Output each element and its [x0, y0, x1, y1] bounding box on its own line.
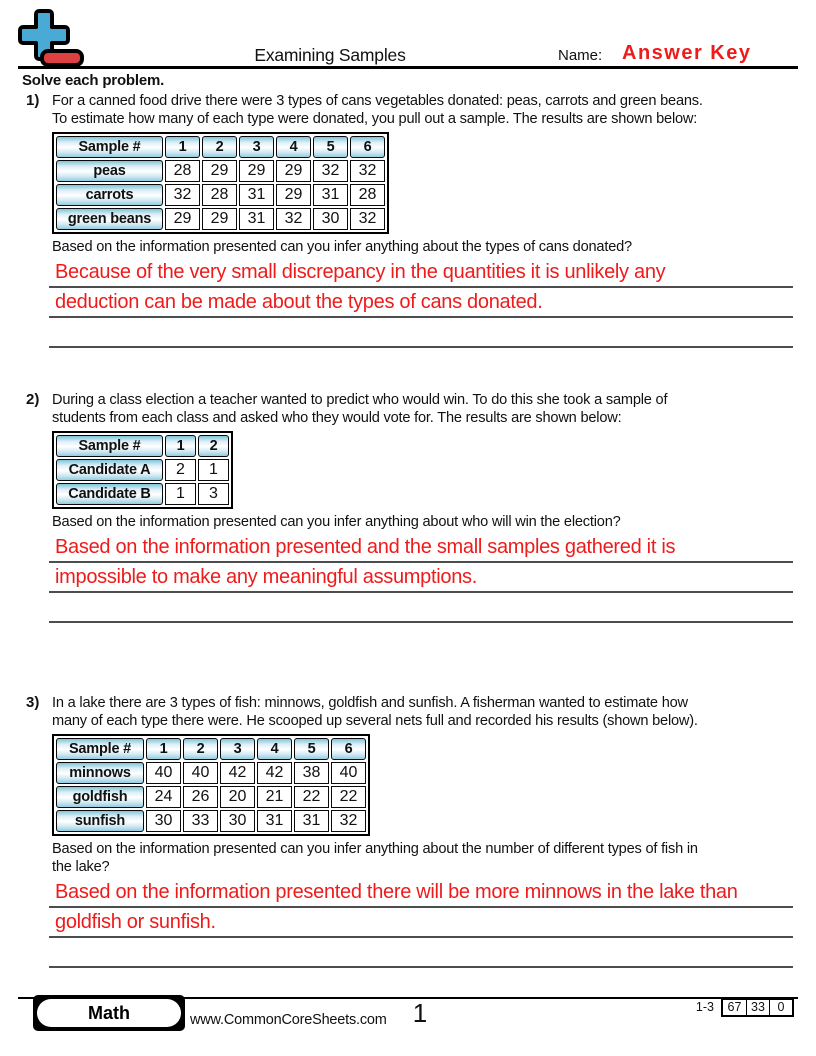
blank-answer-line [49, 938, 793, 968]
score-strip [721, 998, 794, 1017]
table-row [56, 786, 366, 808]
data-cell: 31 [257, 810, 292, 832]
table-row [56, 160, 385, 182]
data-cell: 38 [294, 762, 329, 784]
answer-area [52, 258, 800, 348]
question-text: Based on the information presented can you infer anything about the types of cans donated? [52, 239, 632, 255]
answer-key-text: Answer Key [622, 42, 752, 64]
data-cell: 28 [165, 160, 200, 182]
table-header-cell: 2 [198, 435, 229, 457]
data-cell: 29 [276, 184, 311, 206]
problem-number: 2) [26, 391, 40, 408]
row-label-cell: peas [56, 160, 163, 182]
blank-answer-line [49, 318, 793, 348]
data-cell: 32 [313, 160, 348, 182]
problem-2 [26, 391, 800, 623]
table-header-cell: 2 [202, 136, 237, 158]
table-header-cell: 3 [239, 136, 274, 158]
data-cell: 21 [257, 786, 292, 808]
blank-answer-line [49, 593, 793, 623]
data-cell: 22 [294, 786, 329, 808]
problem-text-line: many of each type there were. He scooped up several nets full and recorded his results (shown below). [52, 713, 698, 729]
data-cell: 29 [239, 160, 274, 182]
table-header-cell: 1 [165, 136, 200, 158]
answer-line: goldfish or sunfish. [49, 908, 793, 938]
score-cell: 33 [746, 1000, 769, 1015]
row-label-cell: Candidate A [56, 459, 163, 481]
answer-area [52, 533, 800, 623]
table-header-row [56, 435, 229, 457]
problem-1 [26, 92, 800, 348]
data-cell: 42 [220, 762, 255, 784]
data-cell: 29 [276, 160, 311, 182]
table-header-cell: Sample # [56, 738, 144, 760]
data-cell: 22 [331, 786, 366, 808]
table-header-cell: 6 [331, 738, 366, 760]
problem-number: 3) [26, 694, 40, 711]
table-header-cell: 5 [313, 136, 348, 158]
question-text: Based on the information presented can you infer anything about who will win the election? [52, 514, 621, 530]
row-label-cell: minnows [56, 762, 144, 784]
problem-text-line: students from each class and asked who they would vote for. The results are shown below: [52, 410, 622, 426]
data-cell: 32 [331, 810, 366, 832]
data-cell: 31 [313, 184, 348, 206]
data-cell: 42 [257, 762, 292, 784]
question-text: the lake? [52, 859, 110, 875]
problem-text-line: During a class election a teacher wanted to predict who would win. To do this she took a sample of [52, 392, 668, 408]
data-cell: 33 [183, 810, 218, 832]
table-header-row [56, 136, 385, 158]
problem-3 [26, 694, 800, 968]
data-cell: 32 [350, 208, 385, 230]
header-divider [18, 66, 798, 69]
data-cell: 40 [183, 762, 218, 784]
page-number: 1 [412, 998, 428, 1028]
sample-table-3 [52, 734, 370, 836]
answer-area [52, 878, 800, 968]
table-header-cell: 4 [276, 136, 311, 158]
answer-line: Because of the very small discrepancy in the quantities it is unlikely any [49, 258, 793, 288]
sample-table-1 [52, 132, 389, 234]
data-cell: 31 [239, 184, 274, 206]
page-title: Examining Samples [254, 45, 406, 65]
table-row [56, 483, 229, 505]
table-header-cell: 6 [350, 136, 385, 158]
data-cell: 26 [183, 786, 218, 808]
row-label-cell: Candidate B [56, 483, 163, 505]
data-cell: 32 [165, 184, 200, 206]
data-cell: 31 [239, 208, 274, 230]
problem-text-line: In a lake there are 3 types of fish: minnows, goldfish and sunfish. A fisherman wanted to estimate how [52, 695, 688, 711]
data-cell: 30 [313, 208, 348, 230]
question-text: Based on the information presented can you infer anything about the number of different types of fish in [52, 841, 698, 857]
table-row [56, 184, 385, 206]
data-cell: 28 [350, 184, 385, 206]
data-cell: 29 [165, 208, 200, 230]
website-text: www.CommonCoreSheets.com [190, 1012, 387, 1028]
data-cell: 24 [146, 786, 181, 808]
problem-text-line: To estimate how many of each type were donated, you pull out a sample. The results are shown below: [52, 111, 698, 127]
row-label-cell: sunfish [56, 810, 144, 832]
table-header-cell: 5 [294, 738, 329, 760]
table-header-row [56, 738, 366, 760]
row-label-cell: carrots [56, 184, 163, 206]
data-cell: 3 [198, 483, 229, 505]
table-header-cell: 1 [146, 738, 181, 760]
table-header-cell: Sample # [56, 136, 163, 158]
table-header-cell: 4 [257, 738, 292, 760]
data-cell: 28 [202, 184, 237, 206]
name-label: Name: [558, 47, 603, 64]
score-cell: 0 [769, 1000, 792, 1015]
score-cell: 67 [727, 1000, 742, 1014]
data-cell: 2 [165, 459, 196, 481]
table-header-cell: Sample # [56, 435, 163, 457]
table-row [56, 762, 366, 784]
answer-line: Based on the information presented there will be more minnows in the lake than [49, 878, 793, 908]
math-subject-badge [33, 995, 185, 1031]
data-cell: 20 [220, 786, 255, 808]
table-row [56, 208, 385, 230]
data-cell: 1 [198, 459, 229, 481]
answer-line: impossible to make any meaningful assumptions. [49, 563, 793, 593]
table-header-cell: 1 [165, 435, 196, 457]
answer-line: Based on the information presented and the small samples gathered it is [49, 533, 793, 563]
data-cell: 29 [202, 208, 237, 230]
data-cell: 40 [331, 762, 366, 784]
data-cell: 40 [146, 762, 181, 784]
problem-text-line: For a canned food drive there were 3 types of cans vegetables donated: peas, carrots and green beans. [52, 93, 703, 109]
data-cell: 29 [202, 160, 237, 182]
table-header-cell: 2 [183, 738, 218, 760]
data-cell: 31 [294, 810, 329, 832]
answer-line: deduction can be made about the types of cans donated. [49, 288, 793, 318]
instructions: Solve each problem. [22, 72, 165, 89]
row-label-cell: green beans [56, 208, 163, 230]
table-row [56, 459, 229, 481]
data-cell: 32 [276, 208, 311, 230]
sample-table-2 [52, 431, 233, 509]
problem-range: 1-3 [695, 1000, 714, 1014]
data-cell: 30 [220, 810, 255, 832]
table-row [56, 810, 366, 832]
problem-number: 1) [26, 92, 40, 109]
data-cell: 30 [146, 810, 181, 832]
row-label-cell: goldfish [56, 786, 144, 808]
table-header-cell: 3 [220, 738, 255, 760]
data-cell: 1 [165, 483, 196, 505]
data-cell: 32 [350, 160, 385, 182]
math-subject-label: Math [37, 999, 181, 1027]
